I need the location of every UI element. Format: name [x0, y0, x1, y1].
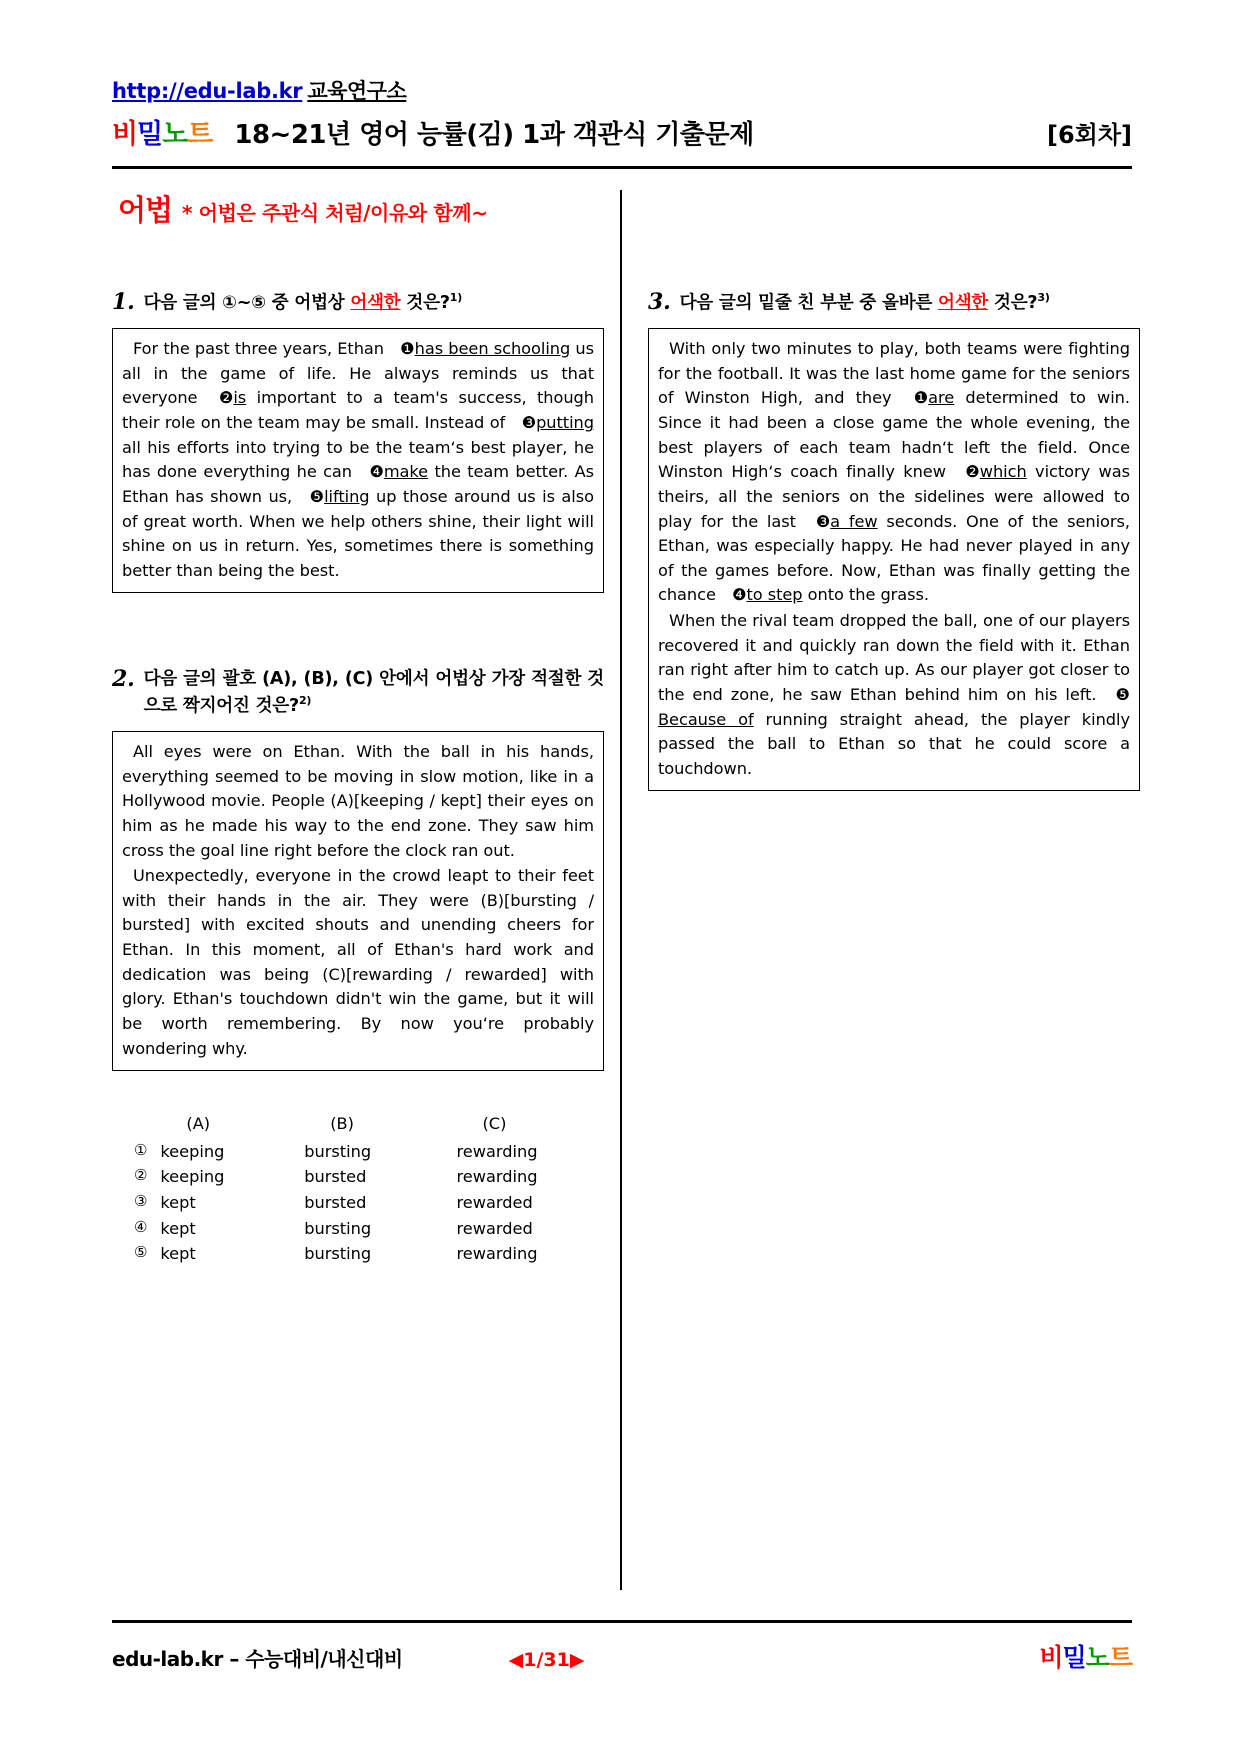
- question-1-heading: [112, 290, 604, 316]
- question-2-number: 2.: [112, 666, 135, 693]
- question-1-prompt-after: 것은?: [400, 292, 450, 313]
- choice-row[interactable]: [134, 1216, 604, 1242]
- title-row: [112, 112, 1132, 151]
- choice-value-a: kept: [160, 1244, 196, 1264]
- passage-text: important to a team's success, though their role on the team may be small. Instead of: [122, 388, 594, 433]
- choice-value-b: bursting: [304, 1218, 372, 1238]
- question-3-footnote: 3): [1037, 291, 1050, 304]
- choices-header-row: [134, 1111, 604, 1139]
- underlined-phrase: is: [233, 388, 247, 408]
- choice-value-b: bursting: [304, 1141, 372, 1161]
- footer-logo-char-2: 밀: [1062, 1643, 1086, 1672]
- choice-value-c: rewarding: [456, 1244, 538, 1264]
- underlined-phrase: to step: [746, 585, 803, 605]
- choice-value-c: rewarded: [456, 1218, 533, 1238]
- choices-table: [134, 1111, 604, 1267]
- brand-logo: [112, 112, 212, 151]
- passage-text: running straight ahead, the player kindly passed the ball to Ethan so that he could score a touchdown.: [658, 709, 1130, 778]
- choices-header-blank: [134, 1111, 160, 1139]
- footer-site-label: edu-lab.kr – 수능대비/내신대비: [112, 1647, 403, 1671]
- passage-text: Unexpectedly, everyone in the crowd leapt to their feet with their hands in the air. They were (B)[bursting / bursted] with excited shouts and unending cheers for Ethan. In this moment, all of Ethan's hard work and dedication was being (C)[rewarding / rewarded] with glory. Ethan's touchdown didn't win the game, but it will be worth remembering. By now you‘re probably wondering why.: [122, 866, 594, 1058]
- choice-bullet-marker: ❹: [732, 585, 747, 605]
- question-3-number: 3.: [648, 289, 671, 315]
- footer-divider: [112, 1620, 1132, 1623]
- question-2-prompt-before: 다음 글의 괄호 (A), (B), (C) 안에서 어법상 가장 적절한 것으로 짝지어진 것은?: [143, 669, 604, 716]
- choice-bullet-marker: ❷: [218, 388, 234, 408]
- left-column: [112, 290, 604, 1267]
- choice-number: ⑤: [134, 1243, 148, 1262]
- choice-number: ①: [134, 1140, 148, 1159]
- question-3-heading: [648, 290, 1140, 316]
- section-title: 어법: [118, 193, 173, 227]
- question-2-heading: [112, 667, 604, 719]
- passage-text: victory was theirs, all the seniors on the sidelines were allowed to play for the last: [658, 462, 1131, 531]
- passage-text: determined to win. Since it had been a close game the whole evening, the best players of each team hadn‘t left the field. Once Winston High‘s coach finally knew: [658, 388, 1130, 482]
- question-1: [112, 290, 604, 593]
- right-column: [648, 290, 1140, 791]
- site-line: [112, 78, 1132, 104]
- question-1-passage: [112, 328, 604, 593]
- site-lab-label: 교육연구소: [307, 79, 407, 103]
- choice-value-b: bursting: [304, 1244, 372, 1264]
- choice-number: ②: [134, 1166, 148, 1185]
- footer-brand-logo: [1039, 1638, 1132, 1674]
- passage-text: up those around us is also of great worth. When we help others shine, their light will shine on us in return. Yes, sometimes there is something better than being the best.: [122, 486, 594, 580]
- choice-row[interactable]: [134, 1241, 604, 1267]
- passage-text: all his efforts into trying to be the team‘s best player, he has done everything he can: [122, 437, 594, 482]
- question-2: [112, 667, 604, 1266]
- passage-text: the team better. As Ethan has shown us,: [122, 462, 594, 506]
- choice-bullet-marker: ❹: [369, 462, 384, 482]
- underlined-phrase: lifting: [324, 486, 370, 506]
- passage-text: When the rival team dropped the ball, one of our players recovered it and quickly ran down the field with it. Ethan ran right after him to catch up. As our player got closer to the end zone, he saw Ethan behind him on his left.: [658, 611, 1130, 704]
- choices-header-a: (A): [186, 1114, 211, 1134]
- choice-value-b: bursted: [304, 1167, 367, 1187]
- question-3-prompt-after: 것은?: [988, 292, 1038, 313]
- column-divider: [620, 190, 622, 1590]
- site-url-link[interactable]: http://edu-lab.kr: [112, 79, 303, 103]
- passage-text: us all in the game of life. He always reminds us that everyone: [122, 339, 594, 408]
- choices-header-c: (C): [482, 1114, 507, 1134]
- choice-bullet-marker: ❺: [1115, 684, 1130, 704]
- question-3-prompt: [680, 290, 1140, 316]
- passage-paragraph: [122, 864, 594, 1061]
- question-3-prompt-before: 다음 글의 밑줄 친 부분 중 올바른: [679, 292, 938, 313]
- question-2-footnote: 2): [298, 693, 312, 707]
- brand-logo-char-1: 비: [112, 119, 138, 151]
- page-title: 18~21년 영어 능률(김) 1과 객관식 기출문제: [234, 120, 754, 151]
- choice-value-c: rewarding: [456, 1141, 538, 1161]
- passage-text: For the past three years, Ethan: [133, 339, 390, 359]
- choice-value-c: rewarding: [456, 1167, 538, 1187]
- choice-row[interactable]: [134, 1190, 604, 1216]
- passage-paragraph: [658, 609, 1130, 781]
- passage-paragraph: [658, 337, 1130, 608]
- choice-number: ③: [134, 1191, 148, 1210]
- passage-text: All eyes were on Ethan. With the ball in his hands, everything seemed to be moving in slow motion, like in a Hollywood movie. People (A)[keeping / kept] their eyes on him as he made his way to the end zone. They saw him cross the goal line right before the clock ran out.: [122, 742, 594, 860]
- choice-bullet-marker: ❺: [309, 486, 325, 506]
- underlined-phrase: make: [383, 462, 429, 482]
- question-1-prompt-highlight: 어색한: [350, 292, 401, 313]
- question-3-prompt-highlight: 어색한: [938, 292, 989, 313]
- passage-paragraph: [122, 337, 594, 583]
- choice-value-a: keeping: [160, 1141, 225, 1161]
- choice-bullet-marker: ❸: [815, 511, 831, 531]
- choices-table-body: [134, 1111, 604, 1267]
- choice-number: ④: [134, 1217, 148, 1236]
- underlined-phrase: Because of: [658, 709, 754, 729]
- passage-text: onto the grass.: [802, 585, 930, 605]
- question-2-choices: [112, 1111, 604, 1267]
- question-3-passage: [648, 328, 1140, 791]
- brand-logo-char-3: 노: [162, 119, 188, 151]
- question-3: [648, 290, 1140, 791]
- underlined-phrase: has been schooling: [414, 339, 571, 359]
- section-banner: [118, 188, 488, 229]
- title-left-group: [112, 112, 754, 151]
- header-divider: [112, 166, 1132, 169]
- passage-text: seconds. One of the seniors, Ethan, was especially happy. He had never played in any of the games before. Now, Ethan was finally getting the chance: [658, 511, 1130, 605]
- choice-row[interactable]: [134, 1164, 604, 1190]
- brand-logo-char-2: 밀: [137, 119, 163, 151]
- question-1-prompt: [144, 290, 604, 316]
- choice-bullet-marker: ❶: [400, 339, 415, 359]
- question-1-number: 1.: [112, 289, 135, 315]
- footer-logo-char-1: 비: [1039, 1643, 1063, 1672]
- choice-row[interactable]: [134, 1139, 604, 1165]
- underlined-phrase: which: [979, 462, 1027, 482]
- choice-bullet-marker: ❸: [521, 413, 537, 433]
- underlined-phrase: putting: [536, 413, 594, 433]
- passage-paragraph: [122, 740, 594, 863]
- brand-logo-char-4: 트: [187, 119, 213, 151]
- question-1-footnote: 1): [449, 291, 463, 304]
- question-2-passage: [112, 731, 604, 1071]
- section-note: * 어법은 주관식 처럼/이유와 함께~: [182, 201, 488, 225]
- choice-bullet-marker: ❶: [913, 388, 929, 408]
- question-2-prompt: [144, 667, 604, 719]
- choices-header-b: (B): [330, 1114, 354, 1134]
- choice-bullet-marker: ❷: [965, 462, 980, 482]
- footer-logo-char-4: 트: [1108, 1643, 1132, 1672]
- passage-text: With only two minutes to play, both teams were fighting for the football. It was the last home game for the seniors of Winston High, and they: [658, 339, 1130, 408]
- footer-page-indicator: ◀1/31▶: [508, 1649, 585, 1671]
- underlined-phrase: a few: [830, 511, 878, 531]
- choice-value-b: bursted: [304, 1192, 367, 1212]
- footer-logo-char-3: 노: [1085, 1643, 1109, 1672]
- page-header: [112, 78, 1132, 151]
- choice-value-c: rewarded: [456, 1192, 533, 1212]
- question-1-prompt-before: 다음 글의 ①~⑤ 중 어법상: [143, 292, 351, 313]
- choice-value-a: keeping: [160, 1167, 225, 1187]
- choice-value-a: kept: [160, 1218, 196, 1238]
- underlined-phrase: are: [928, 388, 955, 408]
- choice-value-a: kept: [160, 1192, 196, 1212]
- round-tag: [6회차]: [1046, 121, 1132, 150]
- page-footer: [112, 1638, 1132, 1674]
